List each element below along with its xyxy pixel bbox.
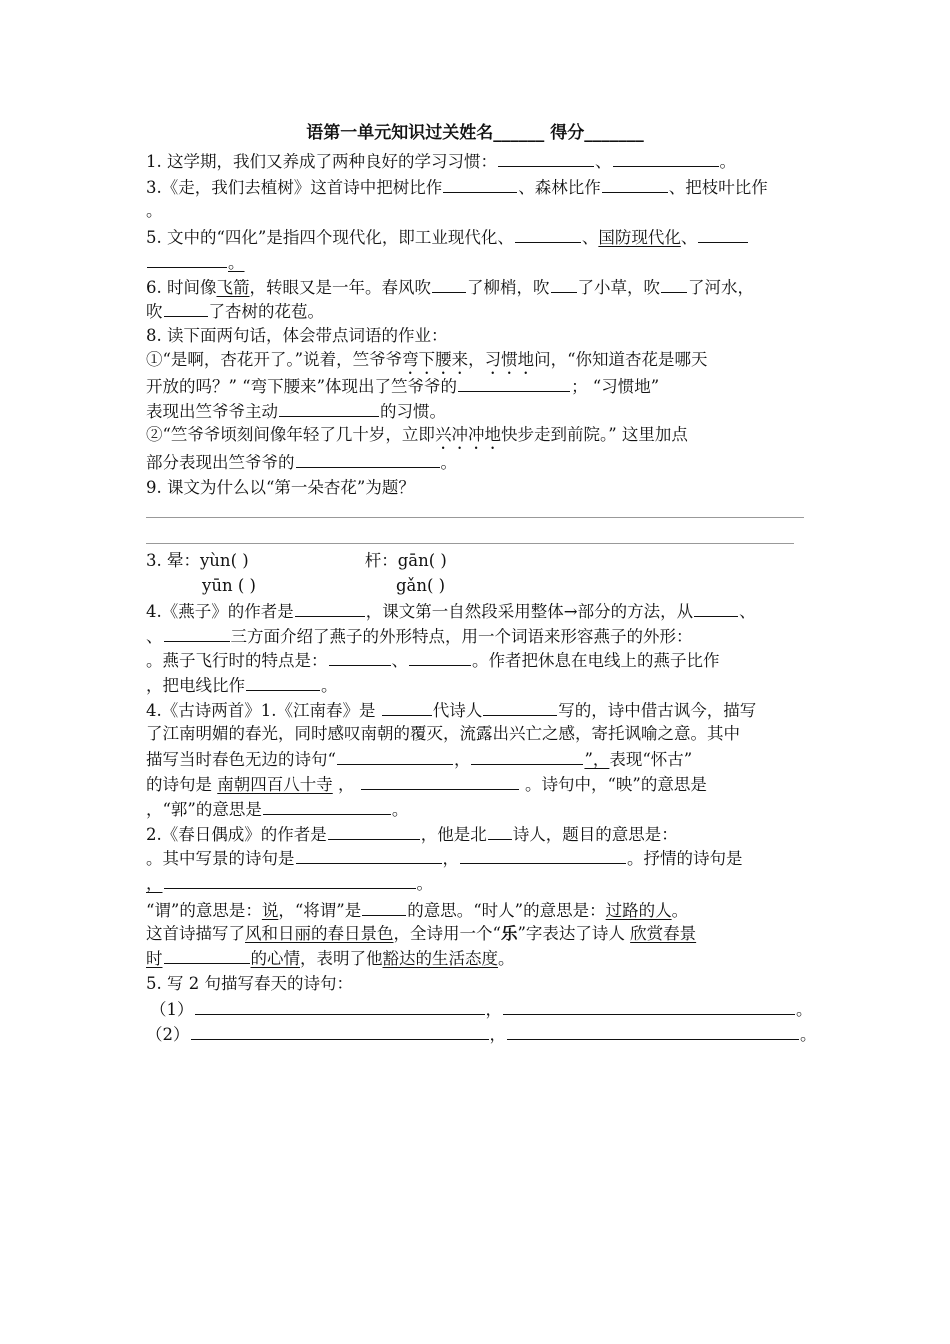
answer-blank[interactable] [246,673,320,691]
underlined-answer: 风和日丽的春日景色 [245,924,394,943]
text: 吹 [146,302,163,321]
text: 。诗句中，“映”的意思是 [525,775,707,794]
answer-blank[interactable] [458,374,570,392]
text: ， [489,1025,506,1044]
text: ②“竺爷爷顷刻间像年轻了几十岁，立即 [146,425,435,444]
question-1 [146,149,810,173]
text: ①“是啊，杏花开了。”说着，竺爷爷 [146,350,403,369]
text: 3.《走，我们去植树》这首诗中把树比作 [146,178,443,197]
question-poem-1e [146,797,810,821]
dotted-phrase: 习惯地 [484,350,535,369]
write-line-1 [150,997,814,1021]
answer-blank[interactable] [409,648,471,666]
answer-blank[interactable] [471,747,583,765]
text: 。抒情的诗句是 [627,849,743,868]
text: 。燕子飞行时的特点是： [146,651,328,670]
answer-blank[interactable] [503,997,795,1015]
text: ， [146,874,163,893]
text: 杆：gān( ) [364,551,447,570]
text: ，他是北 [420,825,487,844]
answer-blank[interactable] [164,871,416,889]
text: 这首诗描写了 [146,924,245,943]
underlined-answer: 说 [261,901,279,920]
answer-blank[interactable] [191,1022,489,1040]
text: 了小草，吹 [577,278,660,297]
text: ， [442,849,459,868]
text: 的诗句是 [146,775,212,794]
answer-blank[interactable] [507,1022,799,1040]
answer-blank[interactable] [279,399,379,417]
text: ，把电线比作 [146,676,245,695]
text: 、 [680,228,698,247]
question-write [146,972,810,996]
answer-blank[interactable] [263,797,391,815]
text: ， [453,750,471,769]
text: gǎn( ) [395,576,446,595]
answer-blank[interactable] [515,225,581,243]
text: 问，“你知道杏花是哪天 [534,350,708,369]
answer-blank[interactable] [147,250,227,268]
text: ，全诗用一个“ [393,924,501,943]
underlined-answer: 豁达的生活态度 [382,949,498,968]
question-poem-2d [146,898,810,922]
text: ，表明了他 [300,949,383,968]
text: 。 [719,152,736,171]
answer-blank[interactable] [694,599,738,617]
answer-blank[interactable] [361,772,519,790]
text: 。 [416,874,433,893]
text: 、 [739,602,756,621]
text: 、 [595,152,612,171]
text: 了杏树的花苞。 [208,302,324,321]
question-5-cont [146,250,810,274]
text: （1） [150,1000,194,1019]
underlined-word: 飞箭 [216,278,250,297]
answer-blank[interactable] [296,846,442,864]
underlined-answer: 国防现代化 [598,228,681,247]
answer-blank[interactable] [698,225,748,243]
text: 。 [391,800,409,819]
question-6 [146,275,810,299]
text: 的意思。“时人”的意思是： [407,901,606,920]
question-8-sentence-2 [146,423,810,447]
text: 。 [671,901,689,920]
text: 。 [146,201,163,220]
underlined-answer: 过路的人 [605,901,672,920]
question-9 [146,476,810,500]
answer-blank[interactable] [296,450,440,468]
question-6-cont [146,299,810,323]
text: 、 [581,228,599,247]
underlined-answer: 的心情 [250,949,300,968]
question-swallow-3 [146,648,810,672]
text: 。其中写景的诗句是 [146,849,295,868]
question-swallow-2 [146,624,810,648]
write-line-2 [146,1022,817,1046]
question-poem-2f [146,946,810,970]
answer-blank[interactable] [164,946,250,964]
text: 。 [800,1025,817,1044]
text: 4.《古诗两首》1.《江南春》是 [146,701,376,720]
text: ”， [584,750,610,769]
text: 开放的吗？” “弯下腰来”体现出了竺爷爷的 [146,377,458,396]
text: 、 [391,651,408,670]
question-swallow-4 [146,673,810,697]
answer-blank[interactable] [328,822,420,840]
text: 时 [146,949,163,968]
underlined-answer: 欣赏春景 [630,924,697,943]
answer-blank[interactable] [432,275,466,293]
answer-blank[interactable] [443,175,517,193]
answer-blank[interactable] [337,747,453,765]
text: 。 [498,949,515,968]
answer-blank[interactable] [488,822,512,840]
text: 的习惯。 [380,402,446,421]
text: 8. 读下面两句话，体会带点词语的作业： [146,326,448,345]
text: ； “习惯地” [571,377,660,396]
text: 写的，诗中借古讽今，描写 [558,701,757,720]
answer-blank[interactable] [498,149,594,167]
question-poem-2e [146,922,810,946]
text: 了江南明媚的春光，同时感叹南朝的覆灭，流露出兴亡之感，寄托讽喻之意。其中 [146,724,740,743]
text: yūn ( ) [202,576,256,595]
answer-blank[interactable] [382,698,432,716]
text: 乐 [500,924,518,943]
answer-line[interactable] [146,517,804,518]
text: ， [485,1000,502,1019]
text: 诗人，题目的意思是： [512,825,678,844]
question-poem-2c [146,871,810,895]
pinyin-row-2 [146,574,810,598]
answer-blank[interactable] [295,599,365,617]
text: 部分表现出竺爷爷的 [146,453,295,472]
answer-blank[interactable] [551,275,577,293]
text: 1. 这学期，我们又养成了两种良好的学习习惯： [146,152,497,171]
text: 三方面介绍了燕子的外形特点，用一个词语来形容燕子的外形： [230,627,693,646]
answer-blank[interactable] [460,846,626,864]
question-5 [146,225,810,249]
question-poem-1d [146,772,810,796]
text: 表现“怀古” [609,750,693,769]
text: 3. 晕：yùn( ) [146,551,249,570]
text: 。 [796,1000,813,1019]
text: 6. 时间像 [146,278,217,297]
question-8 [146,324,810,348]
answer-blank[interactable] [483,698,557,716]
answer-blank[interactable] [661,275,687,293]
text: 、 [146,627,163,646]
text: 。 [321,676,338,695]
question-poem-2b [146,846,810,870]
text: ，“郭”的意思是 [146,800,262,819]
text: 。 [228,253,245,272]
text: 5. 文中的“四化”是指四个现代化，即工业现代化、 [146,228,514,247]
question-8-line-5 [146,450,810,474]
question-3-cont [146,199,810,223]
text: 描写当时春色无边的诗句“ [146,750,336,769]
text: 。作者把休息在电线上的燕子比作 [472,651,720,670]
answer-blank[interactable] [195,997,485,1015]
text: ， [338,775,355,794]
text: 2.《春日偶成》的作者是 [146,825,327,844]
question-3 [146,175,810,199]
text: 。 [440,453,457,472]
text: 9. 课文为什么以“第一朵杏花”为题？ [146,478,415,497]
page-title: 语第一单元知识过关姓名______ 得分_______ [306,123,644,143]
text: 表现出竺爷爷主动 [146,402,278,421]
answer-line[interactable] [146,543,794,544]
text: 、森林比作 [518,178,601,197]
dotted-phrase: 弯下腰来 [402,350,469,369]
text: 了河水， [688,278,754,297]
question-poem-2 [146,822,810,846]
text: 、把枝叶比作 [668,178,768,197]
question-swallow [146,599,810,623]
answer-blank[interactable] [362,898,406,916]
answer-blank[interactable] [602,175,668,193]
text: 了柳梢，吹 [467,278,550,297]
text: ，转眼又是一年。春风吹 [249,278,431,297]
text: 快步走到前院。” 这里加点 [500,425,688,444]
text: ，课文第一自然段采用整体→部分的方法，从 [365,602,694,621]
question-8-line-2 [146,374,810,398]
underlined-answer: 南朝四百八十寺 [217,775,333,794]
answer-blank[interactable] [329,648,391,666]
answer-blank[interactable] [164,299,208,317]
text: ”字表达了诗人 [517,924,625,943]
text: 4.《燕子》的作者是 [146,602,294,621]
question-8-line-3 [146,399,810,423]
text: ， [468,350,485,369]
question-poem-1 [146,698,810,722]
answer-blank[interactable] [613,149,719,167]
text: 5. 写 2 句描写春天的诗句： [146,974,353,993]
question-poem-1b [146,722,810,746]
question-poem-1c [146,747,810,771]
question-8-sentence-1 [146,348,810,372]
text: （2） [146,1025,190,1044]
pinyin-row-1 [146,549,810,573]
text: 代诗人 [432,701,483,720]
answer-blank[interactable] [164,624,230,642]
dotted-phrase: 兴冲冲地 [434,425,501,444]
text: ，“将谓”是 [278,901,362,920]
text: “谓”的意思是： [146,901,262,920]
